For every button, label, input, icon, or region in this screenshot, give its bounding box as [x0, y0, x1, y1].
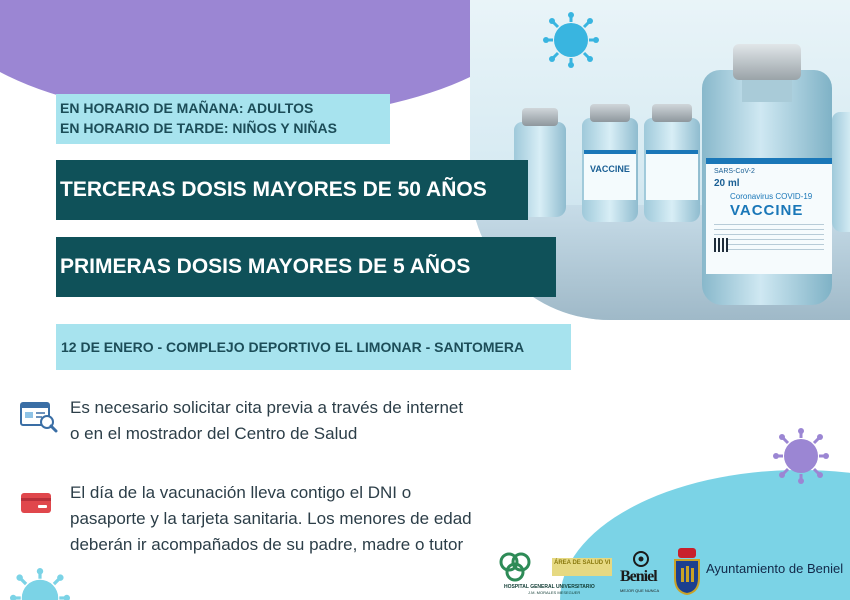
documents-info-line: deberán ir acompañados de su padre, madre o tutor [70, 535, 464, 554]
documents-info-line: pasaporte y la tarjeta sanitaria. Los menores de edad [70, 509, 472, 528]
back-vial-label: VACCINE [590, 164, 630, 174]
hospital-logo-icon [498, 550, 532, 584]
virus-icon [543, 12, 599, 68]
beniel-logo-icon [632, 550, 650, 568]
vial-label [706, 158, 832, 274]
vial-name: VACCINE [730, 202, 804, 219]
third-dose-banner: TERCERAS DOSIS MAYORES DE 50 AÑOS [56, 160, 528, 220]
coat-of-arms-icon [672, 546, 702, 596]
schedule-afternoon: EN HORARIO DE TARDE: NIÑOS Y NIÑAS [60, 120, 337, 136]
appointment-info-line: Es necesario solicitar cita previa a través de internet [70, 398, 464, 417]
schedule-box [56, 94, 390, 144]
browser-search-icon [20, 401, 58, 433]
appointment-info-line: o en el mostrador del Centro de Salud [70, 424, 358, 443]
qr-code-icon [714, 238, 728, 252]
vial-brand: Coronavirus COVID-19 [730, 192, 813, 201]
virus-icon [773, 428, 829, 484]
beniel-logo: Beniel MEJOR QUE NUNCA [618, 550, 666, 598]
vial-volume: 20 ml [714, 178, 740, 189]
hospital-logo: HOSPITAL GENERAL UNIVERSITARIO J.M. MORALES MESEGUER [498, 548, 616, 596]
virus-icon [10, 568, 70, 600]
date-location-banner: 12 DE ENERO - COMPLEJO DEPORTIVO EL LIMONAR - SANTOMERA [56, 324, 571, 370]
first-dose-banner: PRIMERAS DOSIS MAYORES DE 5 AÑOS [56, 237, 556, 297]
ayuntamiento-name: Ayuntamiento de Beniel [706, 561, 844, 576]
schedule-morning: EN HORARIO DE MAÑANA: ADULTOS [60, 100, 314, 116]
appointment-info [70, 395, 540, 447]
vial-small-text: SARS-CoV-2 [714, 168, 755, 175]
vial-cap [733, 44, 801, 80]
id-card-icon [20, 491, 52, 515]
documents-info [70, 480, 540, 558]
documents-info-line: El día de la vacunación lleva contigo el DNI o [70, 483, 412, 502]
area-salud-logo: ÁREA DE SALUD VI [552, 558, 612, 576]
